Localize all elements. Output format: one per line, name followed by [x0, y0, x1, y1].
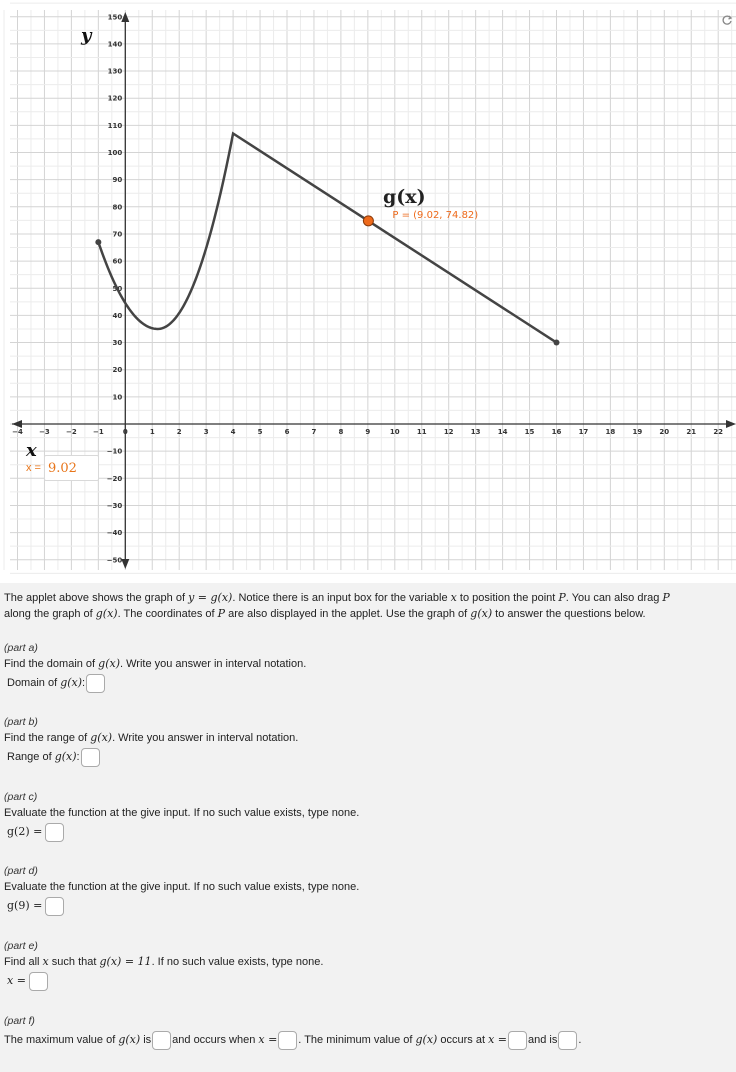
- part-b-label: (part b): [4, 716, 38, 728]
- y-tick-label: 90: [112, 176, 123, 185]
- y-tick-label: −10: [106, 447, 123, 456]
- part-f: (part f) The maximum value of g(x) is and occurs when x = . The minimum value of g(x) occurs at x = and is .: [4, 1013, 732, 1051]
- x-tick-label: −3: [39, 428, 50, 436]
- x-axis-arrow-right: [726, 420, 736, 428]
- part-d-label: (part d): [4, 865, 38, 877]
- part-f-label: (part f): [4, 1015, 35, 1027]
- part-d: (part d) Evaluate the function at the give input. If no such value exists, type none. g(9) =: [4, 863, 732, 917]
- x-tick-label: 17: [578, 428, 589, 436]
- range-answer-input[interactable]: [81, 748, 100, 767]
- y-tick-label: 60: [112, 257, 123, 266]
- y-axis-arrow-down: [121, 559, 129, 569]
- y-tick-label: −40: [106, 529, 123, 538]
- y-tick-label: 130: [107, 67, 123, 76]
- part-c-label: (part c): [4, 791, 38, 803]
- x-tick-label: −4: [12, 428, 23, 436]
- x-axis-name: x: [26, 440, 37, 461]
- x-tick-label: 1: [149, 428, 155, 436]
- y-tick-label: −30: [106, 501, 123, 510]
- point-p-label: P = (9.02, 74.82): [392, 209, 479, 221]
- x-tick-label: 8: [338, 428, 344, 436]
- x-tick-label: 18: [605, 428, 616, 436]
- x-tick-label: 7: [311, 428, 317, 436]
- intro-text: The applet above shows the graph of y = g(x). Notice there is an input box for the variable x to position the point P. You can also drag P along the graph of g(x). The coordinates of P are also displayed in the applet. Use the graph of g(x) to answer the questions below.: [4, 591, 670, 620]
- part-d-instruction: Evaluate the function at the give input. If no such value exists, type none.: [4, 881, 360, 893]
- y-tick-label: 50: [112, 284, 123, 293]
- x-tick-label: 9: [365, 428, 371, 436]
- part-e-label: (part e): [4, 940, 38, 952]
- x-tick-labels: [12, 428, 723, 436]
- min-value-input[interactable]: [558, 1031, 577, 1050]
- x-tick-label: 4: [230, 428, 236, 436]
- x-tick-label: 20: [659, 428, 670, 436]
- max-location-input[interactable]: [278, 1031, 297, 1050]
- y-tick-label: 120: [107, 94, 123, 103]
- y-tick-label: 10: [112, 393, 123, 402]
- x-tick-label: 5: [257, 428, 263, 436]
- x-tick-label: 15: [524, 428, 535, 436]
- y-tick-label: 70: [112, 230, 123, 239]
- x-tick-label: 16: [551, 428, 562, 436]
- y-tick-label: 20: [112, 366, 123, 375]
- y-tick-label: 100: [107, 149, 123, 157]
- y-axis-name: y: [81, 25, 92, 46]
- x-tick-label: 2: [176, 428, 182, 436]
- x-tick-label: −2: [66, 428, 77, 436]
- x-tick-label: 12: [443, 428, 454, 436]
- g2-answer-input[interactable]: [45, 823, 64, 842]
- part-a: (part a) Find the domain of g(x). Write you answer in interval notation. Domain of g(x) :: [4, 640, 732, 694]
- x-tick-label: −1: [92, 428, 104, 436]
- part-c-instruction: Evaluate the function at the give input. If no such value exists, type none.: [4, 807, 360, 819]
- x-tick-label: 21: [686, 428, 697, 436]
- x-tick-label: 19: [632, 428, 643, 436]
- x-tick-label: 0: [122, 428, 128, 436]
- x-input-label: x =: [26, 462, 41, 474]
- part-a-label: (part a): [4, 642, 38, 654]
- x-tick-label: 11: [416, 428, 427, 436]
- max-value-input[interactable]: [152, 1031, 171, 1050]
- reset-icon[interactable]: [721, 14, 733, 26]
- x-tick-label: 3: [203, 428, 209, 436]
- x-tick-label: 6: [284, 428, 290, 436]
- y-tick-label: 150: [107, 13, 123, 22]
- y-tick-label: 30: [112, 339, 123, 348]
- min-location-input[interactable]: [508, 1031, 527, 1050]
- y-tick-label: 140: [107, 40, 123, 49]
- endpoint-right: [554, 340, 560, 346]
- y-tick-label: 40: [112, 311, 123, 320]
- x-values-answer-input[interactable]: [29, 972, 48, 991]
- x-input[interactable]: [44, 455, 99, 481]
- part-b: (part b) Find the range of g(x). Write you answer in interval notation. Range of g(x) :: [4, 714, 732, 768]
- y-tick-label: 110: [107, 121, 123, 130]
- part-c: (part c) Evaluate the function at the give input. If no such value exists, type none. g(2) =: [4, 789, 732, 843]
- x-input-group: [26, 455, 99, 481]
- y-tick-label: −20: [106, 474, 123, 483]
- x-tick-label: 10: [389, 428, 400, 436]
- x-tick-label: 22: [713, 428, 724, 436]
- domain-answer-input[interactable]: [86, 674, 105, 693]
- point-p[interactable]: [363, 216, 373, 226]
- function-label: g(x): [383, 186, 426, 208]
- part-e: (part e) Find all x such that g(x) = 11. If no such value exists, type none. x =: [4, 938, 732, 992]
- endpoint-left: [95, 239, 101, 245]
- y-tick-label: 80: [112, 203, 123, 212]
- y-tick-label: −50: [106, 556, 123, 565]
- x-tick-label: 14: [497, 428, 508, 436]
- g9-answer-input[interactable]: [45, 897, 64, 916]
- x-tick-label: 13: [470, 428, 481, 436]
